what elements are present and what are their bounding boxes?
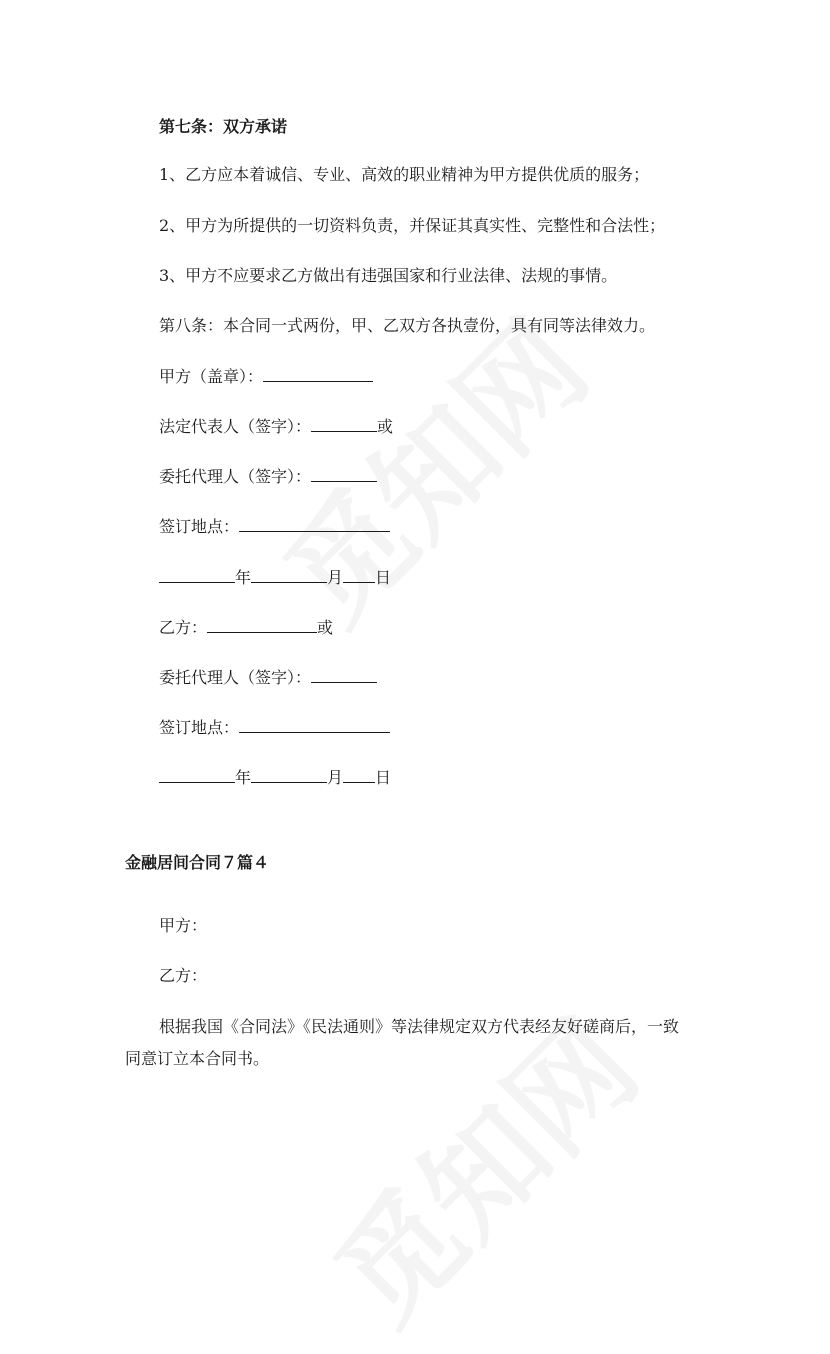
legal-rep-or: 或 <box>377 417 394 436</box>
party-b-or: 或 <box>317 618 334 637</box>
legal-rep-blank <box>311 416 377 432</box>
place-a-label: 签订地点： <box>159 517 240 536</box>
place-b-blank <box>239 717 390 733</box>
section-paragraph-line-2: 同意订立本合同书。 <box>125 1049 270 1068</box>
date-b-day: 日 <box>375 768 392 787</box>
party-b-label: 乙方： <box>159 618 208 637</box>
article7-item-2: 2、甲方为所提供的一切资料负责，并保证其真实性、完整性和合法性； <box>159 216 666 235</box>
article8-text: 第八条：本合同一式两份，甲、乙双方各执壹份，具有同等法律效力。 <box>159 316 656 335</box>
party-a-blank <box>263 366 373 382</box>
legal-rep-row <box>159 416 393 437</box>
section-title: 金融居间合同７篇４ <box>125 853 270 872</box>
date-a-year: 年 <box>235 568 252 587</box>
date-a-day-blank <box>343 567 375 583</box>
legal-rep-label: 法定代表人（签字）： <box>159 417 312 436</box>
section-paragraph-line-1: 根据我国《合同法》《民法通则》等法律规定双方代表经友好磋商后，一致 <box>159 1017 680 1036</box>
date-b-year: 年 <box>235 768 252 787</box>
party-a-seal-row <box>159 366 373 387</box>
place-b-label: 签订地点： <box>159 718 240 737</box>
section-party-b: 乙方： <box>159 966 208 985</box>
date-b-day-blank <box>343 767 375 783</box>
agent-b-label: 委托代理人（签字）： <box>159 668 312 687</box>
date-a-row <box>159 567 391 588</box>
place-a-row <box>159 516 390 537</box>
article7-title: 第七条：双方承诺 <box>159 117 288 136</box>
agent-a-row <box>159 466 377 487</box>
party-b-blank <box>207 617 317 633</box>
agent-a-label: 委托代理人（签字）： <box>159 467 312 486</box>
section-party-a: 甲方： <box>159 916 208 935</box>
agent-b-row <box>159 667 377 688</box>
date-b-month: 月 <box>327 768 344 787</box>
date-a-day: 日 <box>375 568 392 587</box>
article7-item-1: 1、乙方应本着诚信、专业、高效的职业精神为甲方提供优质的服务； <box>159 165 650 184</box>
article7-item-3: 3、甲方不应要求乙方做出有违强国家和行业法律、法规的事情。 <box>159 266 618 285</box>
date-a-year-blank <box>159 567 235 583</box>
date-a-month-blank <box>251 567 327 583</box>
party-a-label: 甲方（盖章）： <box>159 367 264 386</box>
agent-b-blank <box>311 667 377 683</box>
date-b-row <box>159 767 391 788</box>
party-b-row <box>159 617 333 638</box>
agent-a-blank <box>311 466 377 482</box>
place-b-row <box>159 717 390 738</box>
date-a-month: 月 <box>327 568 344 587</box>
date-b-year-blank <box>159 767 235 783</box>
date-b-month-blank <box>251 767 327 783</box>
place-a-blank <box>239 516 390 532</box>
